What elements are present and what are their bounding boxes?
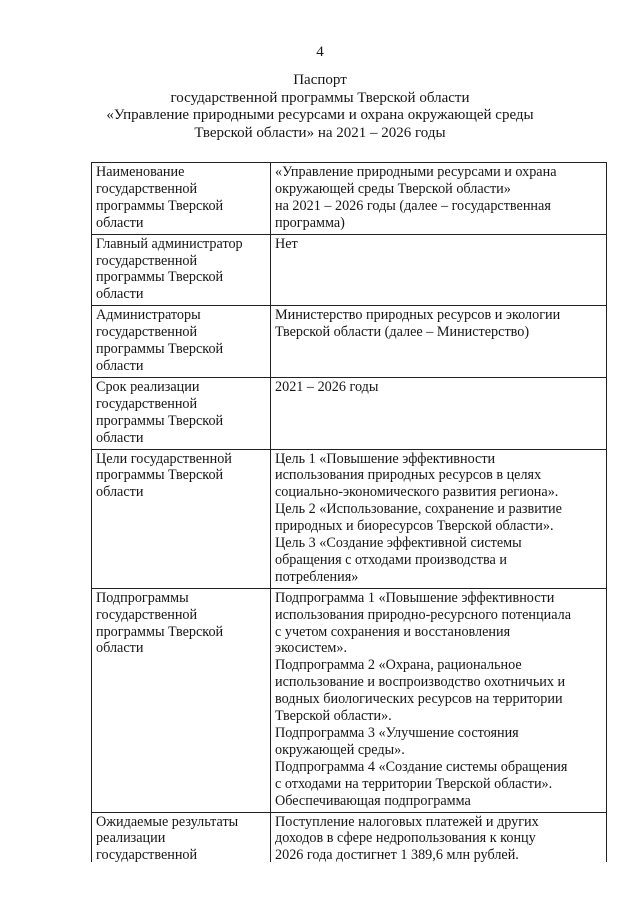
label-line: программы Тверской xyxy=(96,412,224,429)
label-line: Подпрограммы xyxy=(96,589,189,606)
heading-line-4: Тверской области» на 2021 – 2026 годы xyxy=(194,124,446,141)
label-line: программы Тверской xyxy=(96,197,224,214)
value-line: потребления» xyxy=(275,568,359,585)
value-line: использования природно-ресурсного потенциала xyxy=(275,606,572,623)
heading-line-2: государственной программы Тверской области xyxy=(170,89,470,106)
table-row xyxy=(92,377,607,449)
heading-line-3: «Управление природными ресурсами и охрана окружающей среды xyxy=(106,107,534,123)
value-line: 2021 – 2026 годы xyxy=(275,378,379,395)
value-line: доходов в сфере недропользования к концу xyxy=(275,830,536,847)
value-line: Подпрограмма 3 «Улучшение состояния xyxy=(275,725,519,741)
row-value-cell xyxy=(271,163,607,235)
value-line: Цель 3 «Создание эффективной системы xyxy=(275,535,522,552)
table-row xyxy=(92,163,607,235)
label-line: государственной xyxy=(96,180,198,197)
row-label-cell xyxy=(92,377,271,449)
value-line: 2026 года достигнет 1 389,6 млн рублей. xyxy=(275,847,519,862)
value-line: окружающей среды Тверской области» xyxy=(275,180,511,197)
value-line: социально-экономического развития региона». xyxy=(275,484,559,501)
label-line: области xyxy=(96,357,144,374)
row-value-cell xyxy=(271,812,607,862)
label-line: реализации xyxy=(96,830,166,847)
label-line: программы Тверской xyxy=(96,623,224,640)
row-label-cell xyxy=(92,234,271,306)
page-number: 4 xyxy=(316,44,324,60)
value-line: Цель 2 «Использование, сохранение и развитие xyxy=(275,501,562,518)
label-line: области xyxy=(96,286,144,303)
label-line: Администраторы xyxy=(96,307,201,324)
value-line: использование и воспроизводство охотничьих и xyxy=(275,674,566,691)
label-line: области xyxy=(96,484,144,501)
label-line: государственной xyxy=(96,252,198,269)
passport-table-container xyxy=(91,162,607,862)
label-line: программы Тверской xyxy=(96,467,224,484)
row-label-cell xyxy=(92,588,271,812)
row-value-cell xyxy=(271,306,607,378)
label-line: области xyxy=(96,214,144,231)
table-row xyxy=(92,812,607,862)
label-line: Срок реализации xyxy=(96,378,200,395)
row-value-cell xyxy=(271,449,607,588)
label-line: государственной xyxy=(96,395,198,412)
value-line: Обеспечивающая подпрограмма xyxy=(275,792,471,809)
label-line: государственной xyxy=(96,847,198,862)
row-value-cell xyxy=(271,588,607,812)
label-line: Цели государственной xyxy=(96,450,232,467)
label-line: области xyxy=(96,429,144,446)
label-line: программы Тверской xyxy=(96,269,224,286)
value-line: Поступление налоговых платежей и других xyxy=(275,813,539,830)
passport-table xyxy=(91,162,607,862)
value-line: Министерство природных ресурсов и экологии xyxy=(275,307,561,324)
document-heading xyxy=(0,72,640,142)
value-line: Тверской области». xyxy=(275,708,392,725)
label-line: Наименование xyxy=(96,164,185,180)
table-row xyxy=(92,234,607,306)
label-line: государственной xyxy=(96,606,198,623)
label-line: государственной xyxy=(96,324,198,341)
value-line: «Управление природными ресурсами и охрана xyxy=(275,164,557,180)
table-row xyxy=(92,306,607,378)
label-line: Ожидаемые результаты xyxy=(96,813,239,830)
value-line: на 2021 – 2026 годы (далее – государственная xyxy=(275,197,551,214)
label-line: области xyxy=(96,640,144,657)
label-line: Главный администратор xyxy=(96,235,243,252)
heading-line-1: Паспорт xyxy=(293,72,347,88)
row-value-cell xyxy=(271,377,607,449)
value-line: водных биологических ресурсов на территории xyxy=(275,691,563,708)
row-label-cell xyxy=(92,812,271,862)
value-line: с учетом сохранения и восстановления xyxy=(275,623,511,640)
value-line: Цель 1 «Повышение эффективности xyxy=(275,450,496,467)
value-line: Подпрограмма 4 «Создание системы обращения xyxy=(275,758,568,775)
table-row xyxy=(92,588,607,812)
value-line: Подпрограмма 2 «Охрана, рациональное xyxy=(275,657,522,674)
table-row xyxy=(92,449,607,588)
value-line: природных и биоресурсов Тверской области». xyxy=(275,518,554,535)
value-line: Нет xyxy=(275,235,298,252)
value-line: Тверской области (далее – Министерство) xyxy=(275,324,530,341)
row-label-cell xyxy=(92,306,271,378)
label-line: программы Тверской xyxy=(96,341,224,358)
value-line: использования природных ресурсов в целях xyxy=(275,467,542,484)
row-label-cell xyxy=(92,163,271,235)
value-line: с отходами на территории Тверской области». xyxy=(275,775,553,792)
value-line: обращения с отходами производства и xyxy=(275,551,507,568)
value-line: окружающей среды». xyxy=(275,741,405,758)
row-label-cell xyxy=(92,449,271,588)
value-line: экосистем». xyxy=(275,640,348,657)
row-value-cell xyxy=(271,234,607,306)
value-line: Подпрограмма 1 «Повышение эффективности xyxy=(275,589,555,606)
value-line: программа) xyxy=(275,214,345,231)
